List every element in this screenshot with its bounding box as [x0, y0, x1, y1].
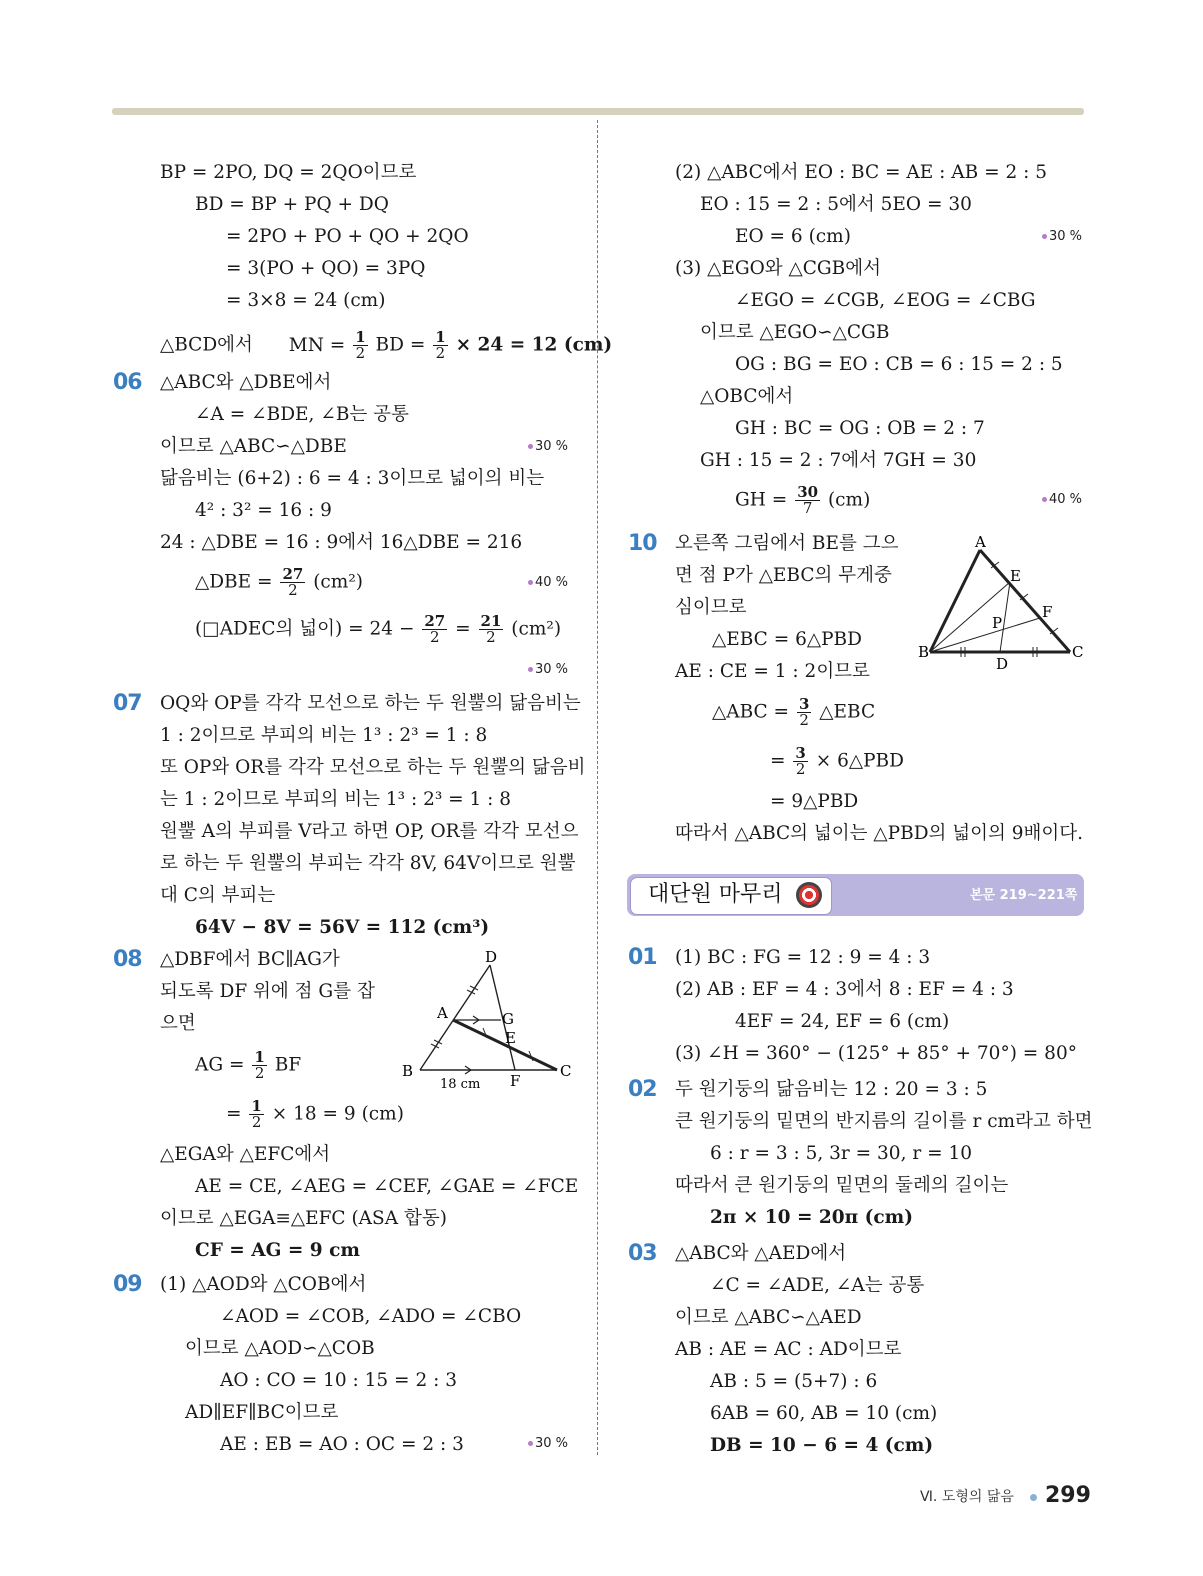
text-line: = 3(PO + QO) = 3PQ: [226, 258, 426, 279]
page-reference: 본문 219~221쪽: [970, 888, 1078, 903]
text-line: [712, 697, 875, 728]
text-span: △EBC: [819, 701, 876, 723]
answer-line: DB = 10 − 6 = 4 (cm): [710, 1435, 934, 1456]
label-e: E: [505, 1029, 516, 1047]
text-line: ∠A = ∠BDE, ∠B는 공통: [195, 404, 409, 425]
section-title: [648, 881, 822, 909]
score-badge: [528, 437, 568, 457]
denominator: 2: [254, 1064, 265, 1082]
answer-line: 2π × 10 = 20π (cm): [710, 1207, 913, 1228]
text-line: △ABC와 △AED에서: [675, 1243, 847, 1264]
text-line: 면 점 P가 △EBC의 무게중: [675, 565, 892, 586]
label-c: C: [1072, 643, 1084, 661]
text-line: △EGA와 △EFC에서: [160, 1144, 331, 1165]
label-f: F: [510, 1072, 521, 1090]
answer: × 24 = 12 (cm): [455, 334, 613, 356]
text-line: [226, 1099, 404, 1130]
problem-number: 10: [628, 531, 657, 556]
denominator: 2: [435, 344, 446, 362]
text-span: AG =: [195, 1054, 245, 1076]
text-line: = 9△PBD: [770, 791, 859, 812]
text-line: 는 1 : 2이므로 부피의 비는 1³ : 2³ = 1 : 8: [160, 789, 512, 810]
text-line: (1) BC : FG = 12 : 9 = 4 : 3: [675, 947, 931, 968]
text-line: ∠AOD = ∠COB, ∠ADO = ∠CBO: [220, 1306, 522, 1327]
target-icon: [796, 882, 822, 908]
text-line: BD = BP + PQ + DQ: [195, 194, 389, 215]
label-d: D: [996, 655, 1009, 673]
text-line: EO : 15 = 2 : 5에서 5EO = 30: [700, 194, 972, 215]
score-badge: [528, 660, 568, 680]
text-line: (3) ∠H = 360° − (125° + 85° + 70°) = 80°: [675, 1043, 1077, 1064]
text-line: EO = 6 (cm): [735, 226, 851, 247]
text-span: BF: [274, 1054, 302, 1076]
text-line: (1) △AOD와 △COB에서: [160, 1274, 367, 1295]
problem-number: 07: [113, 691, 142, 716]
text-span: GH =: [735, 489, 788, 511]
segment-bf: [930, 618, 1040, 652]
fraction: [433, 330, 447, 361]
denominator: 2: [251, 1113, 262, 1131]
numerator: 21: [480, 612, 502, 630]
text-line: 24 : △DBE = 16 : 9에서 16△DBE = 216: [160, 532, 523, 553]
text-line: 6 : r = 3 : 5, 3r = 30, r = 10: [710, 1143, 972, 1164]
text-line: 이므로 △ABC∽△DBE: [160, 436, 347, 457]
numerator: 3: [795, 744, 806, 762]
text-line: OQ와 OP를 각각 모선으로 하는 두 원뿔의 닮음비는: [160, 693, 581, 714]
label-length: 18 cm: [440, 1077, 481, 1092]
figure-08: [395, 945, 580, 1095]
problem-number: 06: [113, 370, 142, 395]
score-dot: [1042, 234, 1047, 239]
text-line: = 3×8 = 24 (cm): [226, 290, 386, 311]
label-f: F: [1042, 603, 1053, 621]
text-line: AE : CE = 1 : 2이므로: [675, 661, 870, 682]
fraction: [479, 614, 504, 645]
text-line: 큰 원기둥의 밑면의 반지름의 길이를 r cm라고 하면: [675, 1111, 1093, 1132]
text-line: 원뿔 A의 부피를 V라고 하면 OP, OR를 각각 모선으: [160, 821, 579, 842]
page-number: 299: [1045, 1483, 1091, 1508]
segment-ac: [980, 550, 1070, 652]
text-line: (2) AB : EF = 4 : 3에서 8 : EF = 4 : 3: [675, 979, 1014, 1000]
fraction: [252, 1050, 266, 1081]
column-divider: [597, 120, 598, 1455]
score-dot: [528, 667, 533, 672]
text-span: (cm²): [511, 618, 562, 640]
label-a: A: [975, 533, 986, 551]
text-span: =: [226, 1103, 242, 1125]
problem-number: 09: [113, 1272, 142, 1297]
text-line: GH : BC = OG : OB = 2 : 7: [735, 418, 985, 439]
text-line: AB : 5 = (5+7) : 6: [710, 1371, 878, 1392]
figure-10: [915, 530, 1090, 675]
numerator: 27: [424, 612, 446, 630]
text-span: =: [770, 750, 786, 772]
score-text: 30 %: [1049, 229, 1083, 244]
fraction: [353, 330, 367, 361]
text-line: 4EF = 24, EF = 6 (cm): [735, 1011, 950, 1032]
text-line: GH : 15 = 2 : 7에서 7GH = 30: [700, 450, 977, 471]
text-span: △ABC =: [712, 701, 790, 723]
text-line: 1 : 2이므로 부피의 비는 1³ : 2³ = 1 : 8: [160, 725, 488, 746]
numerator: 27: [282, 565, 304, 583]
text-line: OG : BG = EO : CB = 6 : 15 = 2 : 5: [735, 354, 1063, 375]
text-line: 심이므로: [675, 597, 747, 618]
score-dot: [528, 580, 533, 585]
text-line: [195, 567, 363, 598]
text-line: BP = 2PO, DQ = 2QO이므로: [160, 162, 417, 183]
text-line: [195, 614, 561, 645]
denominator: 7: [802, 499, 813, 517]
answer-line: CF = AG = 9 cm: [195, 1240, 360, 1261]
text-line: AE = CE, ∠AEG = ∠CEF, ∠GAE = ∠FCE: [195, 1176, 579, 1197]
score-text: 30 %: [535, 439, 569, 454]
score-badge: [528, 1434, 568, 1454]
denominator: 2: [355, 344, 366, 362]
text-line: 대 C의 부피는: [160, 885, 276, 906]
text-line: AD∥EF∥BC이므로: [185, 1402, 339, 1423]
label-p: P: [992, 614, 1003, 632]
fraction: [422, 614, 447, 645]
score-text: 40 %: [1049, 492, 1083, 507]
text-line: 또 OP와 OR를 각각 모선으로 하는 두 원뿔의 닮음비: [160, 757, 586, 778]
text-span: △DBE =: [195, 571, 273, 593]
text-line: AB : AE = AC : AD이므로: [675, 1339, 902, 1360]
text-line: AE : EB = AO : OC = 2 : 3: [220, 1434, 464, 1455]
text-line: [195, 1050, 301, 1081]
label-d: D: [485, 948, 498, 966]
label-a: A: [437, 1004, 448, 1022]
numerator: 1: [254, 1048, 265, 1066]
text-line: ∠C = ∠ADE, ∠A는 공통: [710, 1275, 925, 1296]
text-line: △EBC = 6△PBD: [712, 629, 862, 650]
text-span: △BCD에서: [160, 334, 253, 356]
text-line: 로 하는 두 원뿔의 부피는 각각 8V, 64V이므로 원뿔: [160, 853, 576, 874]
fraction: [795, 485, 820, 516]
text-line: [735, 485, 870, 516]
denominator: 2: [799, 711, 809, 729]
text-line: △OBC에서: [700, 386, 794, 407]
numerator: 1: [251, 1097, 262, 1115]
numerator: 30: [797, 483, 819, 501]
chapter-title: Ⅵ. 도형의 닮음: [920, 1489, 1014, 1505]
label-g: G: [502, 1010, 514, 1028]
text-line: 오른쪽 그림에서 BE를 그으: [675, 533, 899, 554]
score-text: 30 %: [535, 1436, 569, 1451]
top-rule: [112, 108, 1084, 115]
score-dot: [1042, 497, 1047, 502]
text-span: =: [455, 618, 471, 640]
text-line: △DBF에서 BC∥AG가: [160, 949, 340, 970]
numerator: 1: [355, 328, 366, 346]
problem-number: 03: [628, 1241, 657, 1266]
problem-number: 01: [628, 945, 657, 970]
text-line: 으면: [160, 1013, 196, 1034]
fraction: [797, 697, 811, 728]
segment-ab: [930, 550, 980, 652]
label-c: C: [560, 1062, 572, 1080]
score-text: 30 %: [535, 662, 569, 677]
label-e: E: [1010, 567, 1021, 585]
text-span: MN =: [288, 334, 346, 356]
answer-line: 64V − 8V = 56V = 112 (cm³): [195, 917, 490, 938]
text-span: (□ADEC의 넓이) = 24 −: [195, 618, 415, 640]
text-line: AO : CO = 10 : 15 = 2 : 3: [220, 1370, 457, 1391]
fraction: [793, 746, 807, 777]
text-span: (cm): [827, 489, 871, 511]
numerator: 1: [435, 328, 446, 346]
score-badge: [1042, 227, 1082, 247]
text-line: 따라서 큰 원기둥의 밑면의 둘레의 길이는: [675, 1175, 1009, 1196]
numerator: 3: [798, 695, 810, 713]
text-line: [160, 330, 612, 361]
text-line: [770, 746, 904, 777]
text-line: △ABC와 △DBE에서: [160, 372, 332, 393]
score-dot: [528, 1441, 533, 1446]
text-line: 되도록 DF 위에 점 G를 잡: [160, 981, 375, 1002]
text-line: 이므로 △AOD∽△COB: [185, 1338, 375, 1359]
text-line: 따라서 △ABC의 넓이는 △PBD의 넓이의 9배이다.: [675, 823, 1084, 844]
text-line: 닮음비는 (6+2) : 6 = 4 : 3이므로 넓이의 비는: [160, 468, 545, 489]
problem-number: 08: [113, 947, 142, 972]
score-dot: [528, 444, 533, 449]
denominator: 2: [430, 628, 440, 646]
fraction: [280, 567, 305, 598]
score-text: 40 %: [535, 575, 569, 590]
score-badge: [1042, 490, 1082, 510]
denominator: 2: [486, 628, 496, 646]
text-span: × 6△PBD: [815, 750, 904, 772]
text-span: × 18 = 9 (cm): [271, 1103, 404, 1125]
problem-number: 02: [628, 1077, 657, 1102]
fraction: [249, 1099, 263, 1130]
denominator: 2: [288, 581, 298, 599]
text-span: (cm²): [313, 571, 363, 593]
text-span: BD =: [375, 334, 426, 356]
text-line: 이므로 △EGO∽△CGB: [700, 322, 890, 343]
label-b: B: [918, 643, 930, 661]
text-line: 이므로 △EGA≡△EFC (ASA 합동): [160, 1208, 447, 1229]
segment-db: [420, 965, 490, 1070]
denominator: 2: [795, 760, 806, 778]
section-title-text: 대단원 마무리: [648, 882, 783, 907]
text-line: 6AB = 60, AB = 10 (cm): [710, 1403, 938, 1424]
text-line: 4² : 3² = 16 : 9: [195, 500, 332, 521]
text-line: 이므로 △ABC∽△AED: [675, 1307, 862, 1328]
score-badge: [528, 573, 568, 593]
text-line: 두 원기둥의 닮음비는 12 : 20 = 3 : 5: [675, 1079, 988, 1100]
text-line: (3) △EGO와 △CGB에서: [675, 258, 882, 279]
label-b: B: [402, 1062, 414, 1080]
text-line: (2) △ABC에서 EO : BC = AE : AB = 2 : 5: [675, 162, 1048, 183]
footer-dot: [1030, 1494, 1037, 1501]
text-line: ∠EGO = ∠CGB, ∠EOG = ∠CBG: [735, 290, 1036, 311]
text-line: = 2PO + PO + QO + 2QO: [226, 226, 469, 247]
